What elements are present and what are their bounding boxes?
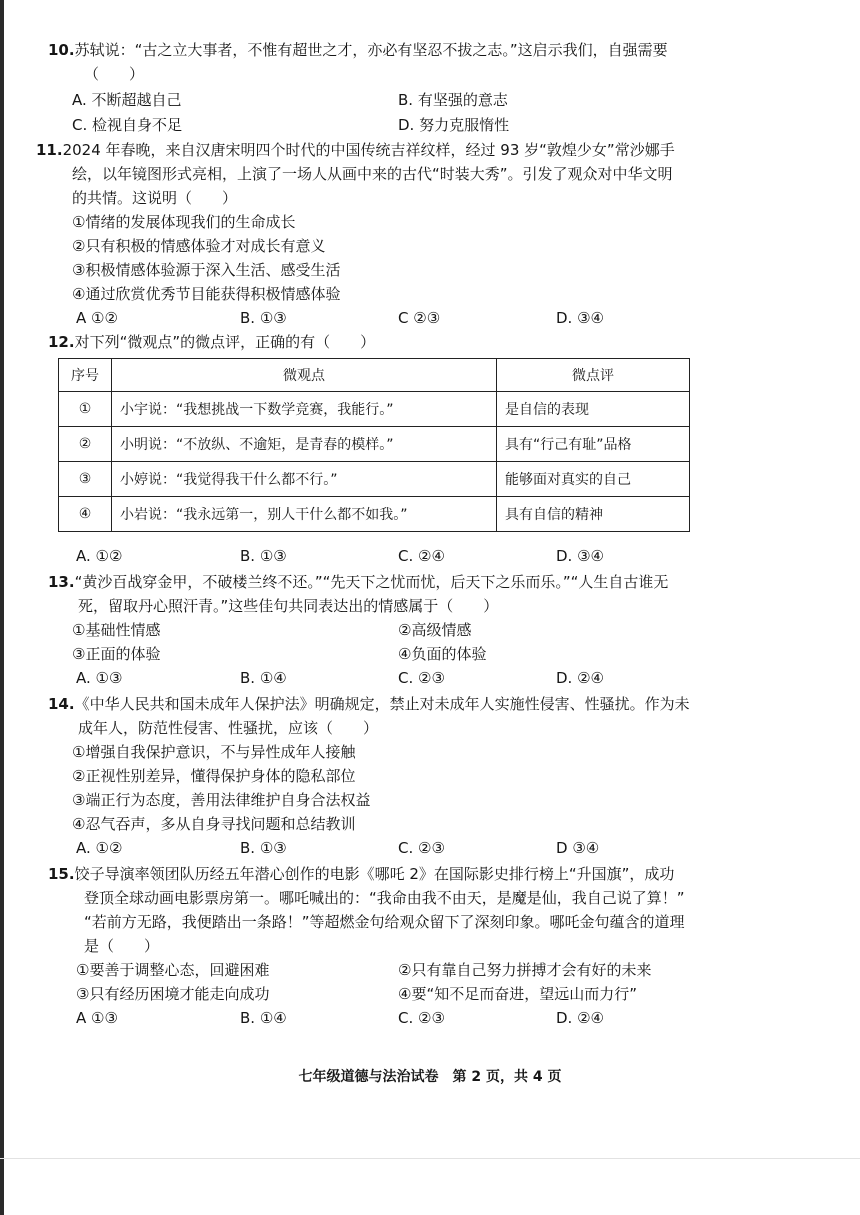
q11-statement-4: ④通过欣赏优秀节目能获得积极情感体验 (72, 285, 341, 303)
q14-statement-1: ①增强自我保护意识，不与异性成年人接触 (72, 743, 356, 761)
q11-statement-1: ①情绪的发展体现我们的生命成长 (72, 213, 296, 231)
q13-option-b: B. ①④ (240, 669, 287, 687)
q10-option-d: D. 努力克服惰性 (398, 116, 510, 134)
q12-option-a: A. ①② (76, 547, 123, 565)
header-index: 序号 (59, 359, 112, 392)
table-row (59, 427, 690, 462)
q15-option-b: B. ①④ (240, 1009, 287, 1027)
q15-statement-3: ③只有经历困境才能走向成功 (76, 985, 270, 1003)
question-15-stem-2: 登顶全球动画电影票房第一。哪吒喊出的：“我命由我不由天，是魔是仙，我自己说了算！” (84, 889, 685, 907)
q13-statement-3: ③正面的体验 (72, 645, 161, 663)
q13-option-a: A. ①③ (76, 669, 123, 687)
row-comment: 具有“行己有耻”品格 (497, 427, 690, 462)
question-number: 10. (48, 41, 75, 59)
row-index: ② (59, 427, 112, 462)
q14-statement-2: ②正视性别差异，懂得保护身体的隐私部位 (72, 767, 356, 785)
header-comment: 微点评 (497, 359, 690, 392)
q13-statement-4: ④负面的体验 (398, 645, 487, 663)
question-13-stem-2: 死，留取丹心照汗青。”这些佳句共同表达出的情感属于（ ） (78, 597, 499, 615)
question-number: 14. (48, 695, 75, 713)
comment-table (58, 358, 690, 532)
table-row (59, 497, 690, 532)
q14-option-c: C. ②③ (398, 839, 445, 857)
row-index: ④ (59, 497, 112, 532)
q13-option-c: C. ②③ (398, 669, 445, 687)
q12-option-b: B. ①③ (240, 547, 287, 565)
q15-option-a: A ①③ (76, 1009, 118, 1027)
q10-option-a: A. 不断超越自己 (72, 91, 182, 109)
q11-option-a: A ①② (76, 309, 118, 327)
row-index: ③ (59, 462, 112, 497)
row-comment: 能够面对真实的自己 (497, 462, 690, 497)
q11-statement-3: ③积极情感体验源于深入生活、感受生活 (72, 261, 341, 279)
row-viewpoint: 小明说：“不放纵、不逾矩，是青春的模样。” (112, 427, 497, 462)
q14-option-a: A. ①② (76, 839, 123, 857)
question-number: 11. (36, 141, 63, 159)
row-viewpoint: 小宇说：“我想挑战一下数学竞赛，我能行。” (112, 392, 497, 427)
q14-option-b: B. ①③ (240, 839, 287, 857)
question-number: 13. (48, 573, 75, 591)
page-footer: 七年级道德与法治试卷 第 2 页，共 4 页 (298, 1069, 562, 1085)
q11-option-c: C ②③ (398, 309, 441, 327)
row-comment: 具有自信的精神 (497, 497, 690, 532)
table-row (59, 462, 690, 497)
q12-option-c: C. ②④ (398, 547, 445, 565)
q12-option-d: D. ③④ (556, 547, 604, 565)
q15-statement-2: ②只有靠自己努力拼搏才会有好的未来 (398, 961, 652, 979)
question-number: 15. (48, 865, 75, 883)
question-number: 12. (48, 333, 75, 351)
question-12-stem: 12.对下列“微观点”的微点评，正确的有（ ） (48, 333, 376, 351)
q13-statement-1: ①基础性情感 (72, 621, 161, 639)
row-viewpoint: 小岩说：“我永远第一，别人干什么都不如我。” (112, 497, 497, 532)
question-13-stem: 13.“黄沙百战穿金甲，不破楼兰终不还。”“先天下之忧而忧，后天下之乐而乐。”“人生自古谁无 (48, 573, 669, 591)
question-15-stem-4: 是（ ） (84, 937, 160, 955)
question-10-stem: 10.苏轼说：“古之立大事者，不惟有超世之才，亦必有坚忍不拔之志。”这启示我们，自强需要 (48, 41, 668, 59)
question-11-stem-2: 绘，以年镜图形式亮相，上演了一场人从画中来的古代“时装大秀”。引发了观众对中华文明 (72, 165, 673, 183)
question-15-stem: 15.饺子导演率领团队历经五年潜心创作的电影《哪吒 2》在国际影史排行榜上“升国旗”，成功 (48, 865, 675, 883)
question-11-stem: 11.2024 年春晚，来自汉唐宋明四个时代的中国传统吉祥纹样，经过 93 岁“敦煌少女”常沙娜手 (36, 141, 675, 159)
q11-option-b: B. ①③ (240, 309, 287, 327)
question-14-stem: 14.《中华人民共和国未成年人保护法》明确规定，禁止对未成年人实施性侵害、性骚扰。作为未 (48, 695, 690, 713)
q13-option-d: D. ②④ (556, 669, 604, 687)
scan-edge (0, 0, 4, 1215)
question-14-stem-2: 成年人，防范性侵害、性骚扰，应该（ ） (78, 719, 379, 737)
q10-option-b: B. 有坚强的意志 (398, 91, 508, 109)
q10-option-c: C. 检视自身不足 (72, 116, 183, 134)
q15-option-d: D. ②④ (556, 1009, 604, 1027)
table-header-row (59, 359, 690, 392)
header-viewpoint: 微观点 (112, 359, 497, 392)
q14-statement-4: ④忍气吞声，多从自身寻找问题和总结教训 (72, 815, 356, 833)
row-comment: 是自信的表现 (497, 392, 690, 427)
q15-option-c: C. ②③ (398, 1009, 445, 1027)
row-viewpoint: 小婷说：“我觉得我干什么都不行。” (112, 462, 497, 497)
divider (0, 1158, 860, 1159)
question-15-stem-3: “若前方无路，我便踏出一条路！”等超燃金句给观众留下了深刻印象。哪吒金句蕴含的道理 (84, 913, 685, 931)
question-11-stem-3: 的共情。这说明（ ） (72, 189, 238, 207)
question-10-bracket: （ ） (84, 65, 145, 83)
q14-option-d: D ③④ (556, 839, 600, 857)
table-row (59, 392, 690, 427)
row-index: ① (59, 392, 112, 427)
q13-statement-2: ②高级情感 (398, 621, 472, 639)
q11-statement-2: ②只有积极的情感体验才对成长有意义 (72, 237, 326, 255)
q15-statement-1: ①要善于调整心态，回避困难 (76, 961, 270, 979)
q11-option-d: D. ③④ (556, 309, 604, 327)
q15-statement-4: ④要“知不足而奋进，望远山而力行” (398, 985, 637, 1003)
q14-statement-3: ③端正行为态度，善用法律维护自身合法权益 (72, 791, 371, 809)
